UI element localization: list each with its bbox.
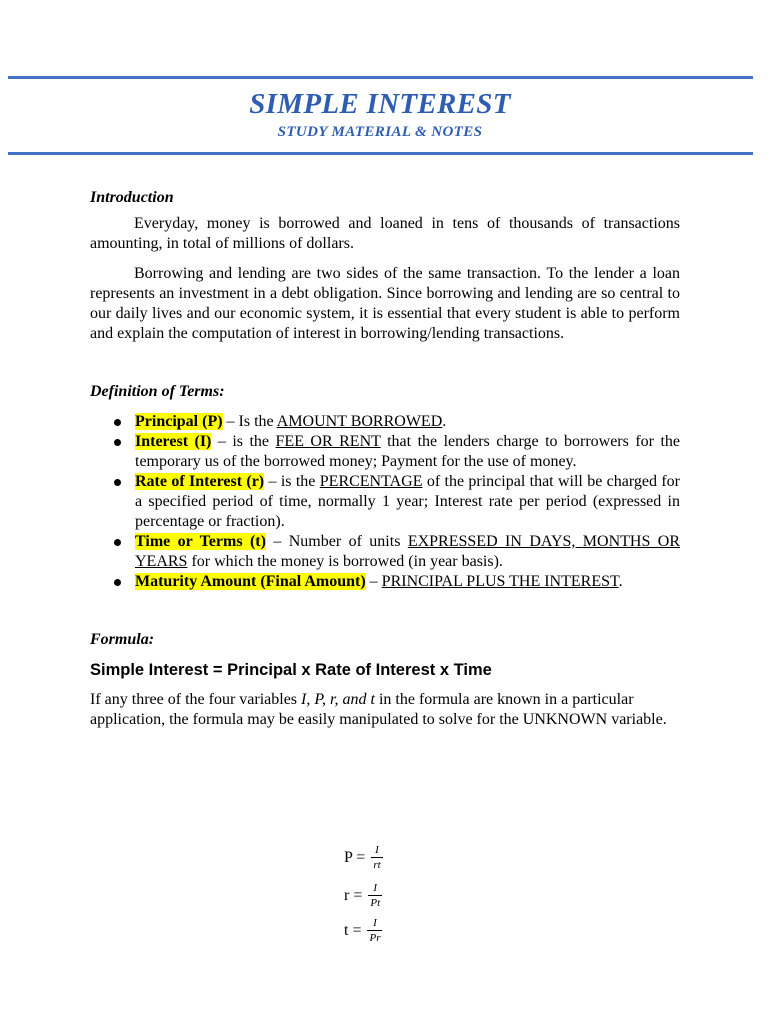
equation-time: t = $\frac{I}{Pr}$ <box>344 917 381 944</box>
term-key: EXPRESSED IN DAYS, MONTHS OR YEARS <box>135 533 680 570</box>
definition-interest: Interest (I) – is the FEE OR RENT that the lenders charge to borrowers for the temporary us of the borrowed money; Payment for the use of money. <box>90 432 680 472</box>
introduction-heading: Introduction <box>90 189 174 206</box>
fraction: $\frac{I}{rt}$ <box>373 844 381 871</box>
term-label: Time or Terms (t) <box>135 533 266 550</box>
intro-paragraph-2: Borrowing and lending are two sides of the same transaction. To the lender a loan represents an investment in a debt obligation. Since borrowing and lending are so central to our daily lives and our economic system, it is essential that every student is able to perform and explain the computation of interest in borrowing/lending transactions. <box>90 265 680 342</box>
definition-rate: Rate of Interest (r) – is the PERCENTAGE of the principal that will be charged for a specified period of time, normally 1 year; Interest rate per period (expressed in percentage or fraction). <box>90 472 680 532</box>
formula-main: Simple Interest = Principal x Rate of Interest x Time <box>90 661 492 679</box>
definition-principal: Principal (P) – Is the AMOUNT BORROWED. <box>90 412 680 432</box>
formula-variables: I, P, r, and t <box>301 691 375 708</box>
header-bottom-rule <box>8 152 753 155</box>
term-label: Interest (I) <box>135 433 212 450</box>
term-key: PRINCIPAL PLUS THE INTEREST <box>381 573 619 590</box>
definition-time: Time or Terms (t) – Number of units EXPRESSED IN DAYS, MONTHS OR YEARS for which the money is borrowed (in year basis). <box>90 532 680 572</box>
term-key: FEE OR RENT <box>275 433 381 450</box>
definitions-list <box>90 412 680 592</box>
equation-rate: r = $\frac{I}{Pt}$ <box>344 882 381 909</box>
document-body <box>90 188 680 730</box>
definitions-heading: Definition of Terms: <box>90 383 225 400</box>
term-label: Principal (P) <box>135 413 223 430</box>
page-subtitle: STUDY MATERIAL & NOTES <box>277 124 483 140</box>
formula-explanation: If any three of the four variables I, P, r, and t in the formula are known in a particular application, the formula may be easily manipulated to solve for the UNKNOWN variable. <box>90 691 667 728</box>
page-title: SIMPLE INTEREST <box>249 88 511 120</box>
definition-maturity: Maturity Amount (Final Amount) – PRINCIPAL PLUS THE INTEREST. <box>90 572 680 592</box>
header-top-rule <box>8 76 753 79</box>
term-label: Maturity Amount (Final Amount) <box>135 573 366 590</box>
term-label: Rate of Interest (r) <box>135 473 265 490</box>
term-key: AMOUNT BORROWED <box>276 413 443 430</box>
fraction: $\frac{I}{Pt}$ <box>370 882 381 909</box>
intro-paragraph-1: Everyday, money is borrowed and loaned in tens of thousands of transactions amounting, in total of millions of dollars. <box>90 215 680 252</box>
term-key: PERCENTAGE <box>319 473 423 490</box>
fraction: $\frac{I}{Pr}$ <box>369 917 381 944</box>
equation-principal: P = $\frac{I}{rt}$ <box>344 844 381 871</box>
formula-heading: Formula: <box>90 631 155 648</box>
